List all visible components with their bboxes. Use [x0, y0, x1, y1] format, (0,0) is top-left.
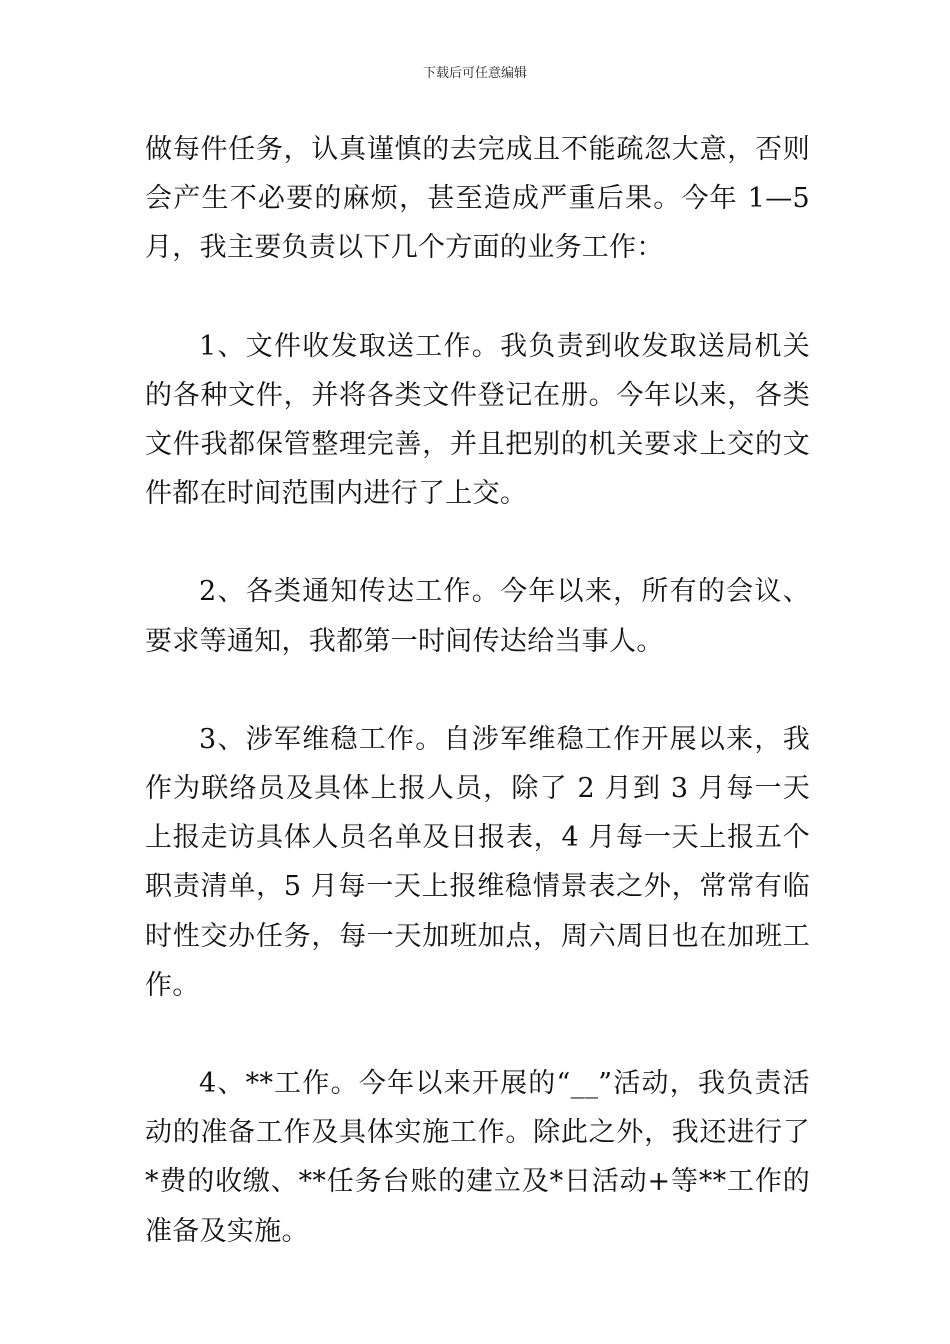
- paragraph-item-4: 4、**工作。今年以来开展的“__”活动，我负责活动的准备工作及具体实施工作。除此之外，我还进行了*费的收缴、**任务台账的建立及*日活动+等**工作的准备及实施。: [145, 1068, 810, 1247]
- paragraph-item-1: 1、文件收发取送工作。我负责到收发取送局机关的各种文件，并将各类文件登记在册。今年以来，各类文件我都保管整理完善，并且把别的机关要求上交的文件都在时间范围内进行了上交。: [145, 330, 810, 510]
- paragraph-item-2: 2、各类通知传达工作。今年以来，所有的会议、要求等通知，我都第一时间传达给当事人。: [145, 576, 810, 657]
- document-body: [145, 125, 810, 1256]
- paragraph-intro: 做每件任务，认真谨慎的去完成且不能疏忽大意，否则会产生不必要的麻烦，甚至造成严重后果。今年 1—5 月，我主要负责以下几个方面的业务工作：: [145, 134, 810, 264]
- paragraph-item-3: 3、涉军维稳工作。自涉军维稳工作开展以来，我作为联络员及具体上报人员，除了 2 月到 3 月每一天上报走访具体人员名单及日报表，4 月每一天上报五个职责清单，5 月每一天上报维稳情景表之外，常常有临时性交办任务，每一天加班加点，周六周日也在加班工作。: [145, 723, 810, 1001]
- page-header-note: 下载后可任意编辑: [422, 66, 527, 81]
